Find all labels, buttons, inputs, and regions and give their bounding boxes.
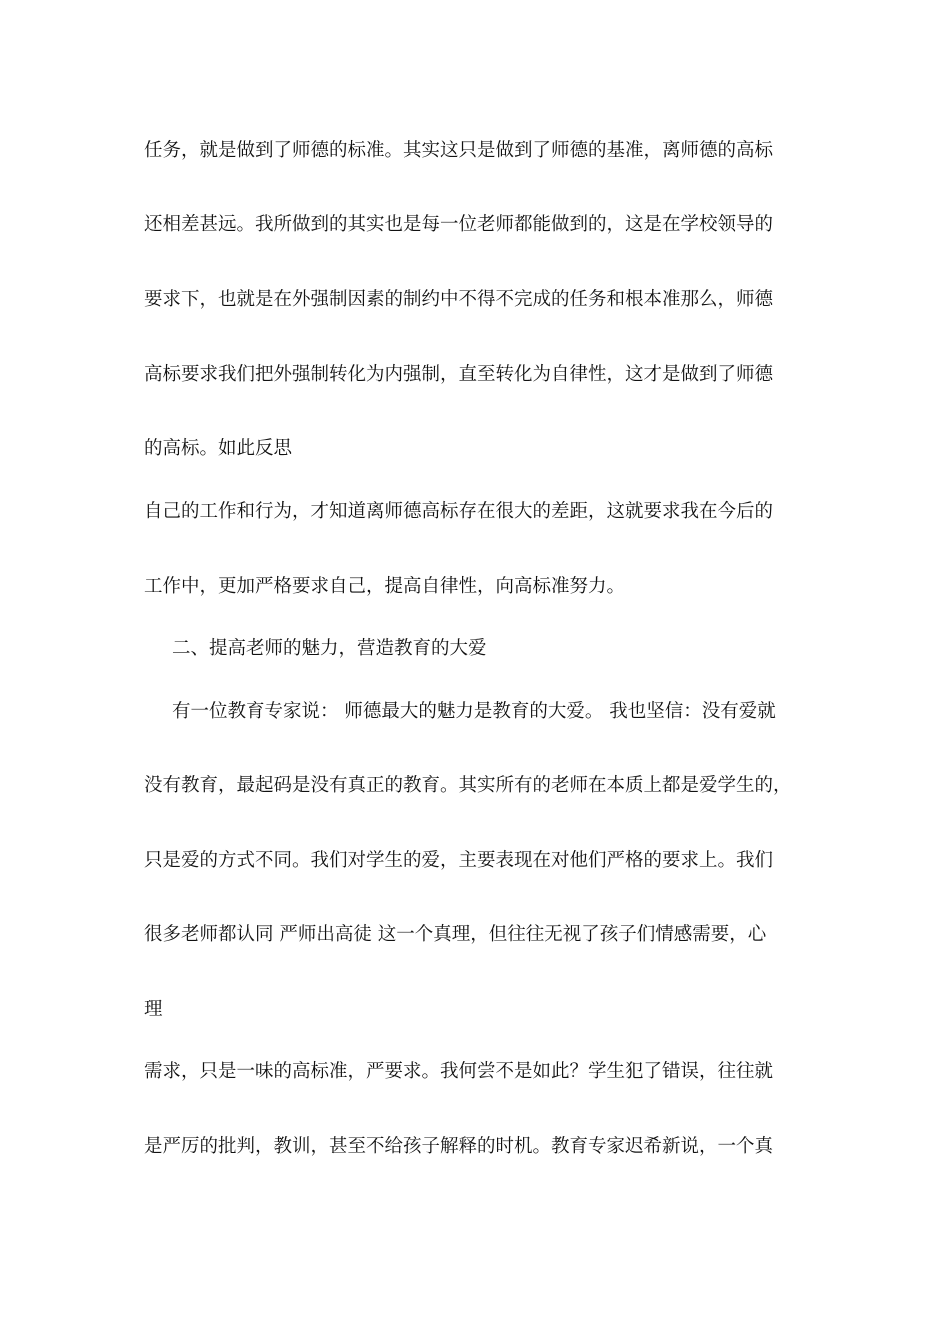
text-line: 只是爱的方式不同。我们对学生的爱，主要表现在对他们严格的要求上。我们 <box>144 850 774 871</box>
text-line: 自己的工作和行为，才知道离师德高标存在很大的差距，这就要求我在今后的 <box>144 501 774 522</box>
text-line: 很多老师都认同 严师出高徒 这一个真理，但往往无视了孩子们情感需要，心 <box>144 924 767 945</box>
text-line: 工作中，更加严格要求自己，提高自律性，向高标准努力。 <box>144 576 626 597</box>
section-heading: 二、提高老师的魅力，营造教育的大爱 <box>172 638 487 659</box>
text-line: 需求，只是一味的高标准，严要求。我何尝不是如此？学生犯了错误，往往就 <box>144 1061 774 1082</box>
text-line: 任务，就是做到了师德的标准。其实这只是做到了师德的基准，离师德的高标 <box>144 140 774 161</box>
text-line: 要求下，也就是在外强制因素的制约中不得不完成的任务和根本准那么，师德 <box>144 289 774 310</box>
text-line: 理 <box>144 999 163 1020</box>
text-line: 没有教育，最起码是没有真正的教育。其实所有的老师在本质上都是爱学生的， <box>144 775 792 796</box>
text-line: 有一位教育专家说： 师德最大的魅力是教育的大爱。 我也坚信：没有爱就 <box>172 701 776 722</box>
text-line: 高标要求我们把外强制转化为内强制，直至转化为自律性，这才是做到了师德 <box>144 364 774 385</box>
text-line: 的高标。如此反思 <box>144 438 293 459</box>
text-line: 是严厉的批判，教训，甚至不给孩子解释的时机。教育专家迟希新说，一个真 <box>144 1136 774 1157</box>
text-line: 还相差甚远。我所做到的其实也是每一位老师都能做到的，这是在学校领导的 <box>144 214 774 235</box>
